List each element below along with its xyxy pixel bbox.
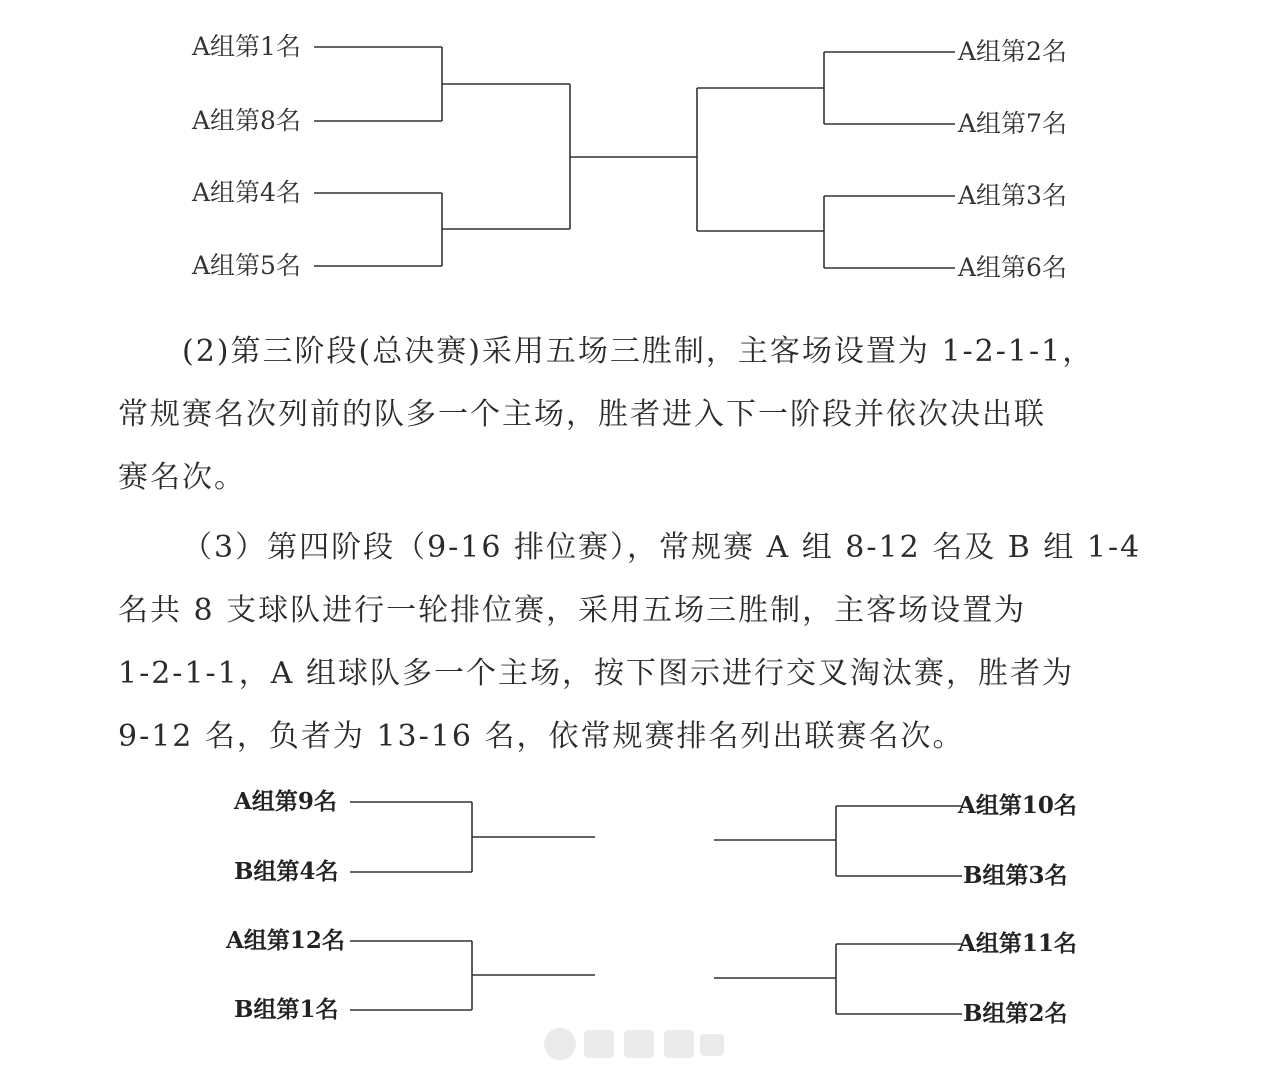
bracket2-right-team-1: A组第10名 <box>958 792 1077 819</box>
bracket2-left-team-4: B组第1名 <box>234 996 339 1023</box>
bracket2-left-team-1: A组第9名 <box>234 788 337 815</box>
bracket1-right-team-3: A组第3名 <box>958 181 1067 210</box>
bracket2-left-team-3: A组第12名 <box>226 927 345 954</box>
paragraph-line: （3）第四阶段（9-16 排位赛），常规赛 A 组 8-12 名及 B 组 1-4 <box>182 530 1142 565</box>
paragraph-stage-3 <box>118 320 1158 509</box>
bracket1-right-team-2: A组第7名 <box>958 109 1067 138</box>
bracket1-right-team-1: A组第2名 <box>958 37 1067 66</box>
bracket-1-lines <box>0 0 1269 300</box>
bracket1-right-team-4: A组第6名 <box>958 253 1067 282</box>
bracket2-right-team-2: B组第3名 <box>963 862 1068 889</box>
paragraph-line: 名共 8 支球队进行一轮排位赛，采用五场三胜制，主客场设置为 <box>118 593 1027 628</box>
bracket1-left-team-3: A组第4名 <box>192 178 301 207</box>
paragraph-line: (2)第三阶段(总决赛)采用五场三胜制，主客场设置为 1-2-1-1， <box>182 334 1095 369</box>
bracket2-right-team-3: A组第11名 <box>958 930 1077 957</box>
watermark-icon <box>540 1024 730 1064</box>
bracket2-right-team-4: B组第2名 <box>963 1000 1068 1027</box>
bracket1-left-team-4: A组第5名 <box>192 251 301 280</box>
paragraph-line: 赛名次。 <box>118 460 246 495</box>
paragraph-stage-4 <box>118 516 1158 768</box>
paragraph-line: 常规赛名次列前的队多一个主场，胜者进入下一阶段并依次决出联 <box>118 397 1046 432</box>
bracket1-left-team-2: A组第8名 <box>192 106 301 135</box>
paragraph-line: 1-2-1-1，A 组球队多一个主场，按下图示进行交叉淘汰赛，胜者为 <box>118 656 1074 691</box>
bracket1-left-team-1: A组第1名 <box>192 32 301 61</box>
bracket2-left-team-2: B组第4名 <box>234 858 339 885</box>
paragraph-line: 9-12 名，负者为 13-16 名，依常规赛排名列出联赛名次。 <box>118 719 965 754</box>
